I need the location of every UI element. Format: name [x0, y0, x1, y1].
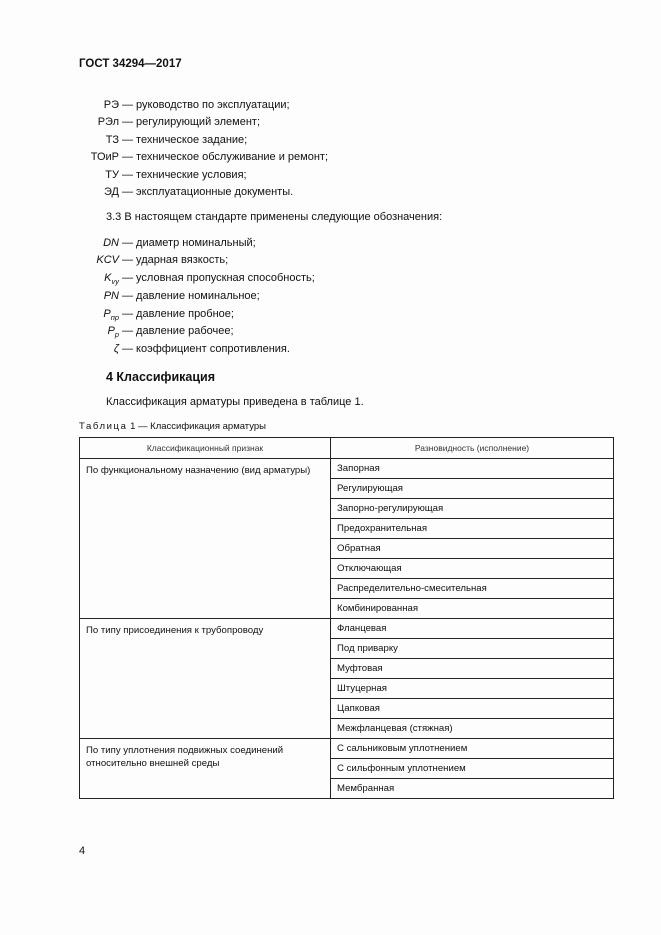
- table-row: [80, 619, 614, 639]
- symbol-subscript: vy: [111, 277, 119, 286]
- variant-cell: Регулирующая: [331, 479, 614, 499]
- section-text: Классификация арматуры приведена в таблице 1.: [106, 396, 364, 408]
- abbreviation-definition: — регулирующий элемент;: [122, 116, 261, 128]
- abbreviation-item: [0, 184, 661, 200]
- symbol-item: [0, 323, 661, 339]
- symbol-key: [114, 341, 119, 357]
- abbreviation-key: РЭ: [103, 99, 119, 111]
- variant-cell: С сальниковым уплотнением: [331, 739, 614, 759]
- variant-cell: Комбинированная: [331, 599, 614, 619]
- symbol-subscript: пр: [110, 313, 119, 322]
- abbreviation-definition: — технические условия;: [122, 169, 247, 181]
- abbreviation-definition: — руководство по эксплуатации;: [122, 99, 290, 111]
- symbol-main: P: [107, 325, 115, 337]
- symbol-item: [0, 306, 661, 322]
- section-title: 4 Классификация: [106, 370, 216, 384]
- variant-cell: Цапковая: [331, 699, 614, 719]
- abbreviation-definition: — эксплуатационные документы.: [122, 186, 294, 198]
- table-header-row: [80, 438, 614, 459]
- abbreviation-item: [0, 114, 661, 130]
- variant-cell: Муфтовая: [331, 659, 614, 679]
- symbol-item: [0, 235, 661, 251]
- abbreviation-item: [0, 132, 661, 148]
- abbreviation-item: [0, 97, 661, 113]
- header-variant: Разновидность (исполнение): [331, 438, 614, 459]
- abbreviation-key: ЭД: [104, 186, 119, 198]
- variant-cell: Мембранная: [331, 779, 614, 799]
- abbreviation-definition: — техническое задание;: [122, 134, 248, 146]
- symbol-main: P: [103, 308, 111, 320]
- symbol-main: PN: [103, 290, 119, 302]
- symbol-item: [0, 270, 661, 286]
- variant-cell: Штуцерная: [331, 679, 614, 699]
- variant-cell: Предохранительная: [331, 519, 614, 539]
- variant-cell: Фланцевая: [331, 619, 614, 639]
- paragraph-3-3: 3.3 В настоящем стандарте применены следующие обозначения:: [106, 211, 443, 223]
- variant-cell: Распределительно-смесительная: [331, 579, 614, 599]
- abbreviation-key: РЭл: [97, 116, 119, 128]
- symbol-item: [0, 252, 661, 268]
- variant-cell: Запорно-регулирующая: [331, 499, 614, 519]
- variant-cell: Обратная: [331, 539, 614, 559]
- symbol-main: KCV: [96, 254, 119, 266]
- abbreviation-item: [0, 167, 661, 183]
- abbreviation-key: ТОиР: [90, 151, 119, 163]
- variant-cell: С сильфонным уплотнением: [331, 759, 614, 779]
- table-caption-prefix: Таблица: [79, 421, 128, 432]
- variant-cell: Отключающая: [331, 559, 614, 579]
- document-header: ГОСТ 34294—2017: [79, 58, 182, 70]
- variant-cell: Под приварку: [331, 639, 614, 659]
- symbol-main: K: [104, 272, 112, 284]
- symbol-definition: — коэффициент сопротивления.: [122, 343, 290, 355]
- symbol-main: ζ: [113, 343, 119, 355]
- table-caption: [79, 421, 266, 432]
- symbol-definition: — давление номинальное;: [122, 290, 260, 302]
- abbreviation-key: ТУ: [105, 169, 119, 181]
- abbreviation-item: [0, 149, 661, 165]
- symbol-key: [104, 288, 119, 304]
- symbol-key: [107, 323, 119, 343]
- page-number: 4: [79, 845, 86, 857]
- variant-cell: Межфланцевая (стяжная): [331, 719, 614, 739]
- symbol-definition: — диаметр номинальный;: [122, 237, 256, 249]
- criterion-cell: По типу уплотнения подвижных соединений относительно внешней среды: [80, 739, 331, 799]
- symbol-definition: — давление пробное;: [122, 308, 234, 320]
- symbol-definition: — ударная вязкость;: [122, 254, 229, 266]
- table-row: [80, 739, 614, 759]
- symbol-definition: — условная пропускная способность;: [122, 272, 315, 284]
- symbol-subscript: р: [114, 330, 119, 339]
- classification-table: [79, 437, 614, 799]
- table-caption-rest: 1 — Классификация арматуры: [127, 421, 267, 432]
- header-criterion: Классификационный признак: [80, 438, 331, 459]
- criterion-cell: По типу присоединения к трубопроводу: [80, 619, 331, 739]
- abbreviation-definition: — техническое обслуживание и ремонт;: [122, 151, 328, 163]
- table-row: [80, 459, 614, 479]
- symbol-main: DN: [103, 237, 119, 249]
- abbreviation-key: ТЗ: [105, 134, 119, 146]
- symbol-key: [104, 270, 119, 290]
- criterion-cell: По функциональному назначению (вид арматуры): [80, 459, 331, 619]
- symbol-item: [0, 288, 661, 304]
- symbol-key: [96, 252, 119, 268]
- symbol-item: [0, 341, 661, 357]
- variant-cell: Запорная: [331, 459, 614, 479]
- symbol-definition: — давление рабочее;: [122, 325, 234, 337]
- symbol-key: [103, 235, 119, 251]
